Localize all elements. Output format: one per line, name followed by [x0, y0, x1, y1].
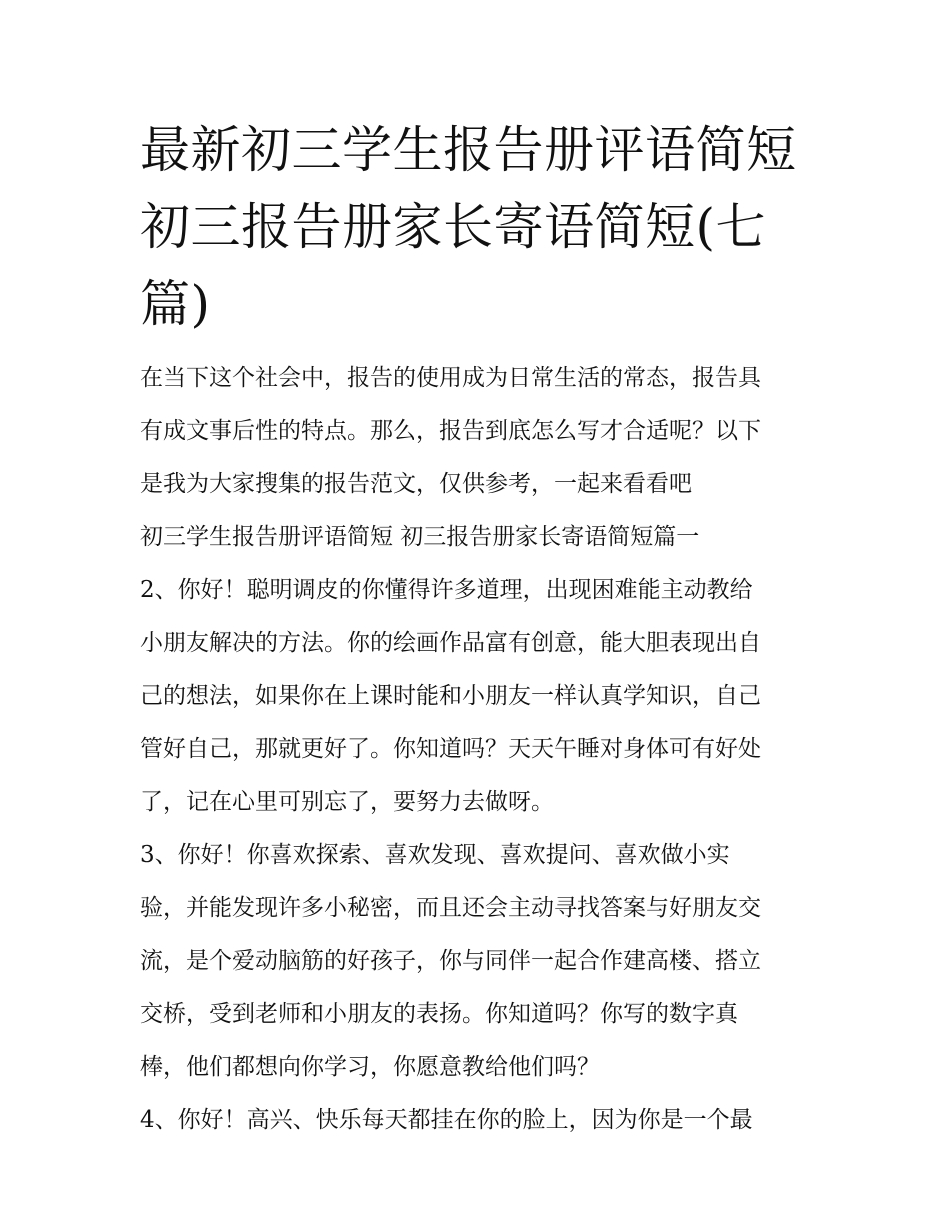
title-line: 最新初三学生报告册评语简短 [140, 121, 797, 179]
body-line: 4、你好！高兴、快乐每天都挂在你的脸上，因为你是一个最 [140, 1107, 753, 1133]
body-line: 了，记在心里可别忘了，要努力去做呀。 [140, 789, 554, 815]
body-line: 交桥，受到老师和小朋友的表扬。你知道吗？你写的数字真 [140, 1001, 738, 1027]
body-line: 在当下这个社会中，报告的使用成为日常生活的常态，报告具 [140, 365, 761, 391]
body-line: 是我为大家搜集的报告范文，仅供参考，一起来看看吧 [140, 471, 692, 497]
body-line: 小朋友解决的方法。你的绘画作品富有创意，能大胆表现出自 [140, 630, 761, 656]
section-heading: 初三学生报告册评语简短 初三报告册家长寄语简短篇一 [140, 524, 700, 550]
body-line: 棒，他们都想向你学习，你愿意教给他们吗？ [140, 1054, 600, 1080]
body-line: 2、你好！聪明调皮的你懂得许多道理，出现困难能主动教给 [140, 577, 753, 603]
title-line: 初三报告册家长寄语简短(七 [140, 198, 767, 256]
document-body [140, 352, 820, 1147]
body-line: 有成文事后性的特点。那么，报告到底怎么写才合适呢？以下 [140, 418, 761, 444]
body-line: 己的想法，如果你在上课时能和小朋友一样认真学知识，自己 [140, 683, 761, 709]
body-line: 3、你好！你喜欢探索、喜欢发现、喜欢提问、喜欢做小实 [140, 842, 730, 868]
body-line: 验，并能发现许多小秘密，而且还会主动寻找答案与好朋友交 [140, 895, 761, 921]
title-line: 篇) [140, 275, 211, 333]
body-line: 管好自己，那就更好了。你知道吗？天天午睡对身体可有好处 [140, 736, 761, 762]
page-title [140, 112, 820, 343]
body-line: 流，是个爱动脑筋的好孩子，你与同伴一起合作建高楼、搭立 [140, 948, 761, 974]
